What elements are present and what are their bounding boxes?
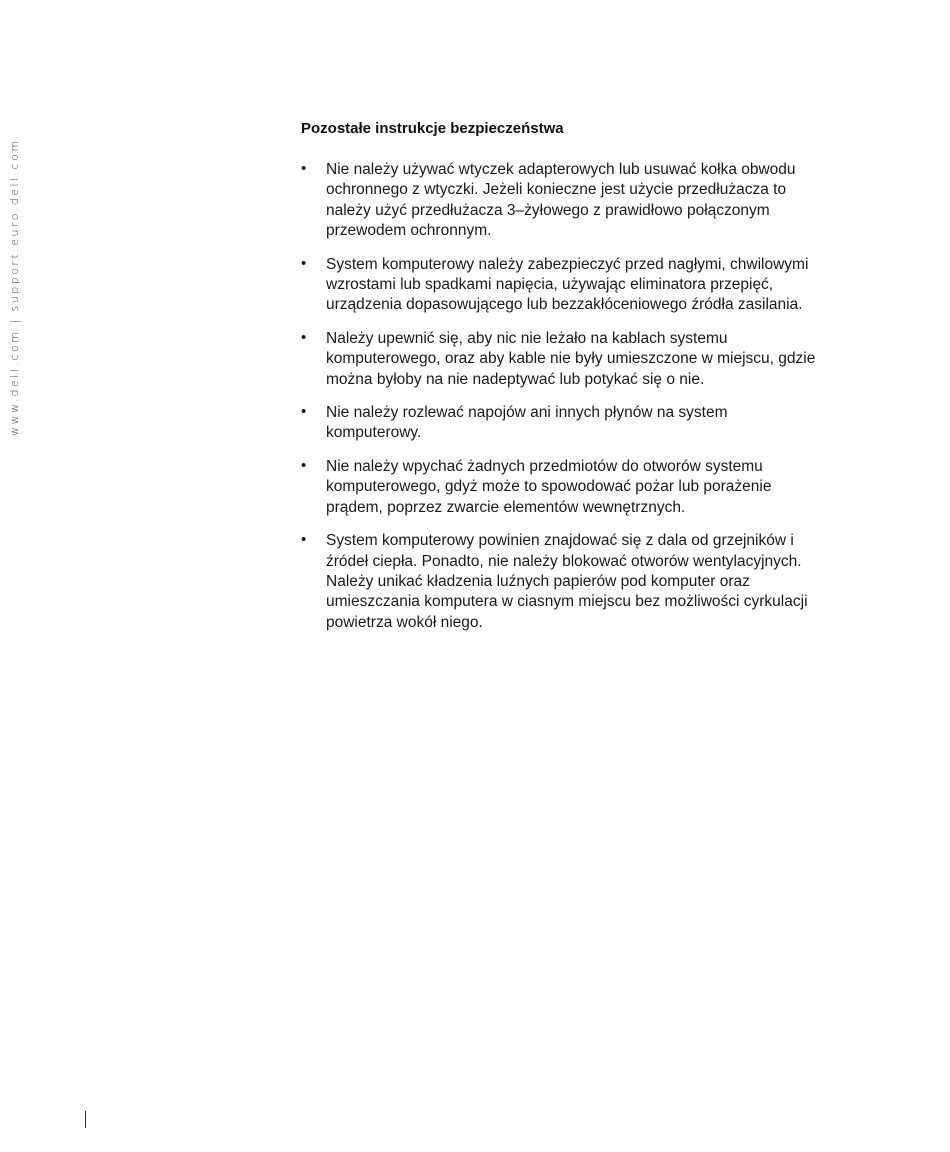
list-item (301, 457, 821, 518)
list-item (301, 160, 821, 242)
list-item-text: Nie należy rozlewać napojów ani innych płynów na system komputerowy. (326, 404, 728, 442)
list-item-text: Nie należy używać wtyczek adapterowych lub usuwać kołka obwodu ochronnego z wtyczki. Jeżeli konieczne jest użycie przedłużacza to należy użyć przedłużacza 3–żyłowego z prawidłowo połączonym przewodem ochronnym. (326, 161, 796, 240)
list-item-text: Nie należy wpychać żadnych przedmiotów do otworów systemu komputerowego, gdyż może to spowodować pożar lub porażenie prądem, poprzez zwarcie elementów wewnętrznych. (326, 457, 772, 516)
side-website-url: www.dell.com | support.euro.dell.com (8, 138, 21, 436)
safety-instructions-list (301, 160, 821, 633)
main-content (301, 118, 821, 646)
list-item (301, 403, 821, 444)
list-item-text: System komputerowy należy zabezpieczyć przed nagłymi, chwilowymi wzrostami lub spadkami napięcia, używając eliminatora przepięć, urządzenia dopasowującego lub bezzakłóceniowego źródła zasilania. (326, 255, 809, 314)
bullet-icon: • (301, 456, 307, 474)
section-title: Pozostałe instrukcje bezpieczeństwa (301, 120, 564, 137)
list-item-text: System komputerowy powinien znajdować się z dala od grzejników i źródeł ciepła. Ponadto, nie należy blokować otworów wentylacyjnych. Należy unikać kładzenia luźnych papierów pod komputer oraz umieszczania komputera w ciasnym miejscu bez możliwości cyrkulacji powietrza wokół niego. (326, 532, 808, 631)
bullet-icon: • (301, 531, 307, 549)
list-item (301, 255, 821, 316)
list-item (301, 531, 821, 633)
list-item-text: Należy upewnić się, aby nic nie leżało na kablach systemu komputerowego, oraz aby kable nie były umieszczone w miejscu, gdzie można byłoby na nie nadeptywać lub potykać się o nie. (326, 329, 816, 388)
bullet-icon: • (301, 254, 307, 272)
bullet-icon: • (301, 403, 307, 421)
bullet-icon: • (301, 328, 307, 346)
page-number-marker (85, 1111, 86, 1128)
bullet-icon: • (301, 160, 307, 177)
list-item (301, 329, 821, 390)
